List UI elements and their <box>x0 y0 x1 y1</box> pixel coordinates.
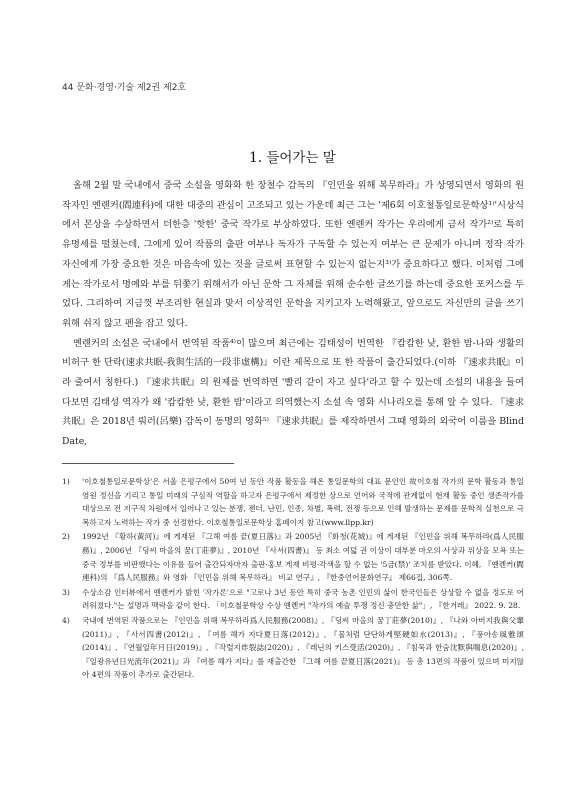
paragraph: 올해 2월 말 국내에서 중국 소설을 영화화 한 장철수 감독의 『인민을 위해 복무하라』가 상영되면서 영화의 원작자인 옌롄커(閻連科)에 대한 대중의 관심이 고조되고 있는 가운데 최근 그는 '제6회 이호철통일로문학상¹⁾'시상식에서 본상을 수상하면서 더한층 '핫한' 중국 작가로 부상하였다. 또한 옌롄커 작가는 우리에게 금서 작가²⁾로 특히 유명세를 떨쳤는데, 그에게 있어 작품의 출판 여부나 독자가 구독할 수 있는지 여부는 큰 문제가 아니며 정작 작가 자신에게 가장 중요한 것은 마음속에 있는 것을 글로써 표현할 수 있는지 없는지³⁾가 중요하다고 했다. 이처럼 그에게는 작가로서 명예와 부를 뒤쫓기 위해서가 아닌 문학 그 자체를 위해 순수한 글쓰기를 하는데 중요한 포커스를 두었다. 그리하여 지금껏 부조리한 현실과 맞서 이상적인 문학을 지키고자 노력해왔고, 앞으로도 자신만의 글을 쓰기 위해 쉬지 않고 펜을 잡고 있다. <box>62 180 524 329</box>
footnote-rule <box>62 463 234 464</box>
footnote-number: 3) <box>62 587 70 597</box>
paragraph: 옌롄커의 소설은 국내에서 번역된 작품⁴⁾이 많으며 최근에는 김태성이 번역한 『캄캄한 낮, 환한 밤-나와 생활의 비허구 한 단락(速求共眠-我與生活的一段非虛構)』이란 제목으로 또 한 작품이 출간되었다.(이하 『速求共眠』이라 줄여서 칭한다.) 『速求共眠』의 원제를 번역하면 '빨리 같이 자고 싶다'라고 할 수 있는데 소설의 내용을 들여다보면 김태성 역자가 왜 '캄캄한 낮, 환한 밤'이라고 의역했는지 소설 속 영화 시나리오를 통해 알 수 있다. 『速求共眠』은 2018년 뤄러(呂樂) 감독이 동명의 영화⁵⁾ 『速求共眠』를 제작하면서 그때 영화의 외국어 이름을 Blind Date, <box>62 337 524 448</box>
section-title: 1. 들어가는 말 <box>249 150 336 166</box>
footnote-text: '이호철통일로문학상'은 서울 은평구에서 50여 년 동안 작품 활동을 해온 통일문학의 대표 문인인 故이호철 작가의 문학 활동과 통일 염원 정신을 기리고 통일 미래의 구심적 역할을 하고자 은평구에서 제정한 상으로 언어와 국적에 관계없이 현재 활동 중인 생존작가를 대상으로 전 지구적 차원에서 일어나고 있는 분쟁, 젠더, 난민, 인종, 차별, 폭력, 전쟁 등으로 인해 발생하는 문제를 문학적 실천으로 극복하고자 노력하는 작가 중 선정한다. 이호철통일로문학상 홈페이지 참고(www.llpp.kr) <box>82 477 524 527</box>
running-head: 44 문화·경영·기술 제2권 제2호 <box>62 83 187 93</box>
footnote <box>62 475 524 529</box>
footnotes <box>62 475 524 683</box>
footnote-number: 1) <box>62 477 70 486</box>
footnote <box>62 586 524 613</box>
footnote <box>62 614 524 682</box>
footnote-number: 4) <box>62 615 70 625</box>
footnote <box>62 530 524 584</box>
footnote-text: 1992년 『황하(黃河)』에 게재된 『그해 여름 끝(夏日落)』과 2005년 『화청(花城)』에 게재된 『인민을 위해 복무하라(爲人民服務)』, 2006년 『딩씨 마을의 꿈(丁莊夢)』, 2010년 『사서(四書)』 등 최소 여덟 권 이상이 대부분 마오의 사상과 위상을 모욕 또는 중국 정부를 비판했다는 이유를 들어 출간되자마자 출판·홍보 게재 비평·각색을 할 수 없는 '5금(禁)' 조치를 받았다. 이혜, 『옌롄커(閻連科)의 『爲人民服務』와 영화 『인민을 위해 복무하라』 비교 연구』, 『한중언어문화연구』 제66집, 306쪽. <box>82 532 524 583</box>
body-text <box>62 176 524 452</box>
footnote-text: 수상소감 인터뷰에서 옌롄커가 밝힌 '작가론'으로 "고로나 3년 동안 특히 중국 농촌 인민의 삶이 한국인들은 상상할 수 없을 정도로 어려워졌다."는 설명과 맥락을 같이 한다. 「이호철문학상 수상 옌롄커 "작가의 예술 투쟁 정신 충만한 삶"」, 『한겨레』 2022. 9. 28. <box>82 587 524 611</box>
footnote-text: 국내에 번역된 작품으로는 『인민을 위해 복무하라爲人民服務(2008)』, 『딩씨 마을의 꿈丁莊夢(2010)』, 『나와 아버지我與父輩(2011)』, 『사서四書(2012)』, 『여름 해가 지다夏日落(2012)』, 『물처럼 단단하게堅硬如水(2013)』, 『풍아송風雅頌(2014)』, 『연월일年月日(2019)』, 『작렬지炸裂誌(2020)』, 『레닌의 키스受活(2020)』, 『침묵과 한숨沈默與喘息(2020)』, 『일광유년日光流年(2021)』과 『여름 해가 지다』를 재출간한 『그해 여름 끝夏日落(2021)』 등 총 13편의 작품이 있으며 미지않아 4편의 작품이 추가로 출간된다. <box>82 615 524 680</box>
footnote-number: 2) <box>62 532 70 542</box>
